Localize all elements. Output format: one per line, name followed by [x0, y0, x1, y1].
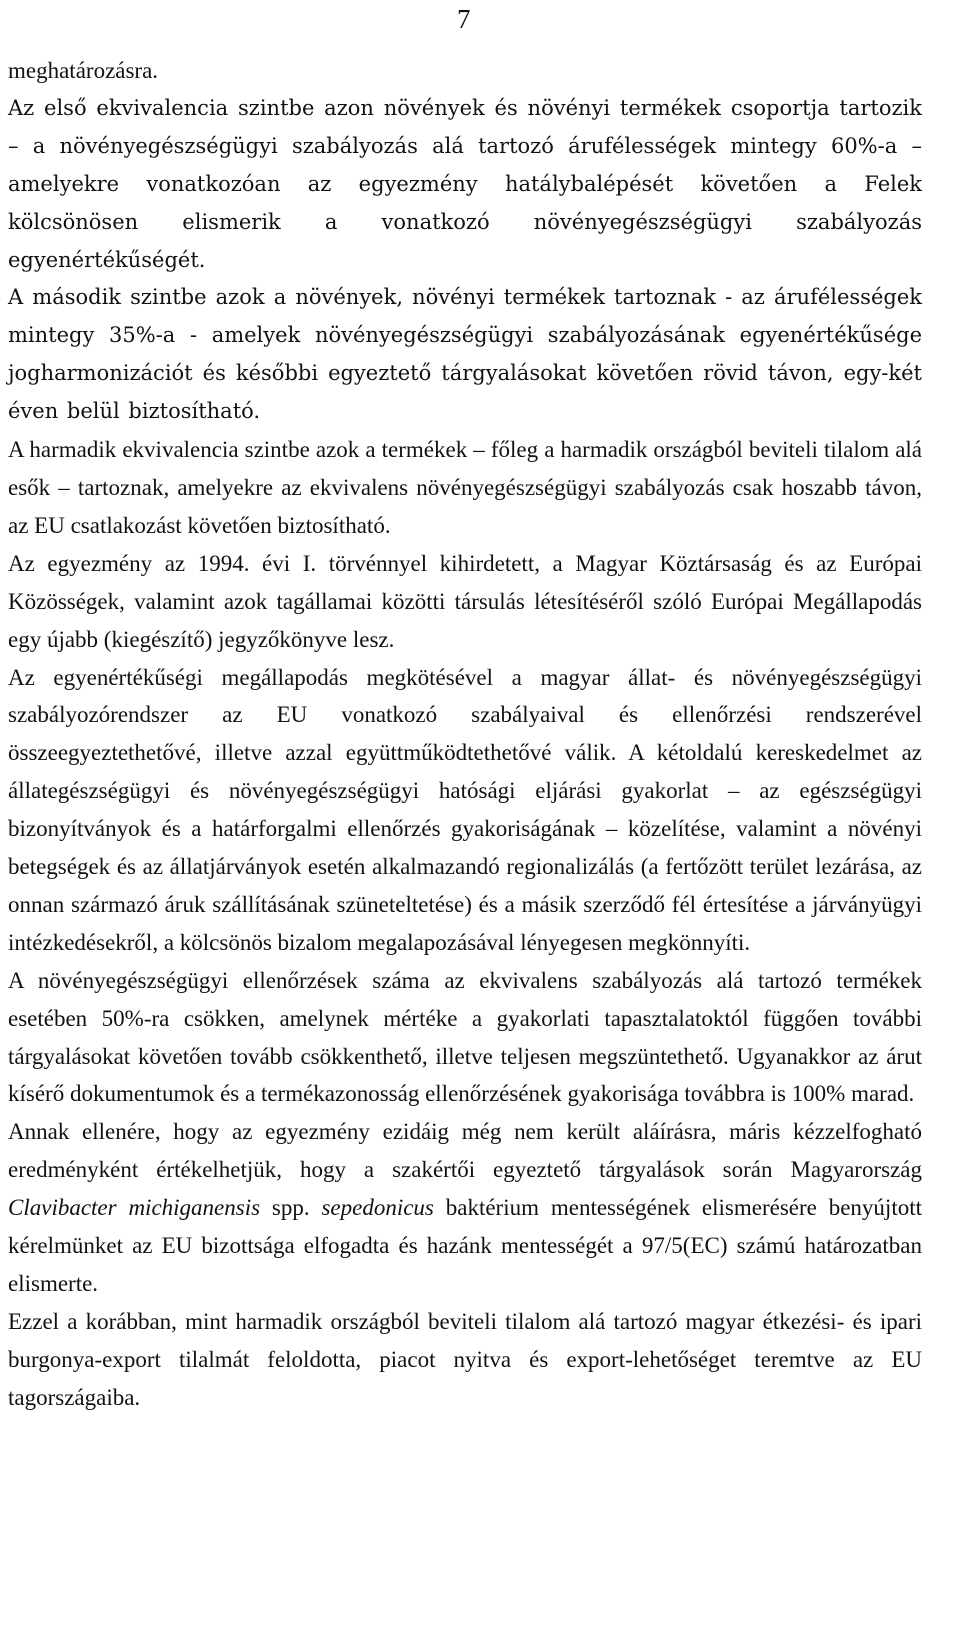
paragraph-agreement: Az egyezmény az 1994. évi I. törvénnyel kihirdetett, a Magyar Köztársaság és az Európai Közösségek, valamint azok tagállamai közötti társulás létesítéséről szóló Európai Megállapodás egy újabb (kiegészítő) jegyzőkönyve lesz.: [8, 550, 922, 652]
paragraph-inspections: A növényegészségügyi ellenőrzések száma az ekvivalens szabályozás alá tartozó termékek esetében 50%-ra csökken, amelynek mértéke a gyakorlati tapasztalatoktól függően további tárgyalásokat követően tovább csökkenthető, illetve teljesen megszüntethető. Ugyanakkor az árut kísérő dokumentumok és a termékazonosság ellenőrzésének gyakorisága továbbra is 100% marad.: [8, 967, 922, 1107]
paragraph-third-level: A harmadik ekvivalencia szintbe azok a termékek – főleg a harmadik országból beviteli tilalom alá esők – tartoznak, amelyekre az ekvivalens növényegészségügyi szabályozás csak hoszabb távon, az EU csatlakozást követően biztosítható.: [8, 437, 922, 538]
paragraph-clavibacter-text-3: baktérium mentességének elismerésére benyújtott kérelmünket az EU bizottsága elfogadta és hazánk mentességét a 97/5(EC) számú határozatban elismerte.: [8, 1195, 922, 1296]
subspecies-name: sepedonicus: [321, 1195, 434, 1221]
paragraph-equivalence: Az egyenértékűségi megállapodás megkötésével a magyar állat- és növényegészségügyi szabályozórendszer az EU vonatkozó szabályaival és ellenőrzési rendszerével összeegyeztethetővé, illetve azzal együttműködtethetővé válik. A kétoldalú kereskedelmet az állategészségügyi és növényegészségügyi hatósági eljárási gyakorlat – az egészségügyi bizonyítványok és a határforgalmi ellenőrzés gyakoriságának – közelítése, valamint a növényi betegségek és az állatjárványok esetén alkalmazandó regionalizálás (a fertőzött terület lezárása, az onnan származó áruk szállításának szüneteltetése) és a másik szerződő fél értesítése a járványügyi intézkedésekről, a kölcsönös bizalom megalapozásával lényegesen megkönnyíti.: [8, 664, 922, 955]
paragraph-clavibacter: [8, 1113, 922, 1303]
lead-line: meghatározásra.: [8, 58, 159, 83]
paragraph-second-level: A második szintbe azok a növények, növényi termékek tartoznak - az árufélességek mintegy 35%-a - amelyek növényegészségügyi szabályozásának egyenértékűsége jogharmonizációt és későbbi egyeztető tárgyalásokat követően rövid távon, egy-két éven belül biztosítható.: [8, 285, 922, 424]
paragraph-export: Ezzel a korábban, mint harmadik országból beviteli tilalom alá tartozó magyar étkezési- és ipari burgonya-export tilalmát feloldotta, piacot nyitva és export-lehetőséget teremtve az EU tagországaiba.: [8, 1308, 922, 1410]
page-number: 7: [457, 4, 471, 34]
document-body: [8, 52, 922, 1417]
paragraph-clavibacter-text-1: Annak ellenére, hogy az egyezmény ezidáig még nem került aláírásra, máris kézzelfogható eredményként értékelhetjük, hogy a szakértői egyeztető tárgyalások során Magyarország: [8, 1119, 922, 1183]
paragraph-clavibacter-text-2: spp.: [260, 1195, 322, 1221]
paragraph-first-level: Az első ekvivalencia szintbe azon növények és növényi termékek csoportja tartozik – a növényegészségügyi szabályozás alá tartozó árufélességek mintegy 60%-a – amelyekre vonatkozóan az egyezmény hatálybalépését követően a Felek kölcsönösen elismerik a vonatkozó növényegészségügyi szabályozás egyenértékűségét.: [8, 95, 922, 272]
species-name: Clavibacter michiganensis: [8, 1195, 261, 1221]
